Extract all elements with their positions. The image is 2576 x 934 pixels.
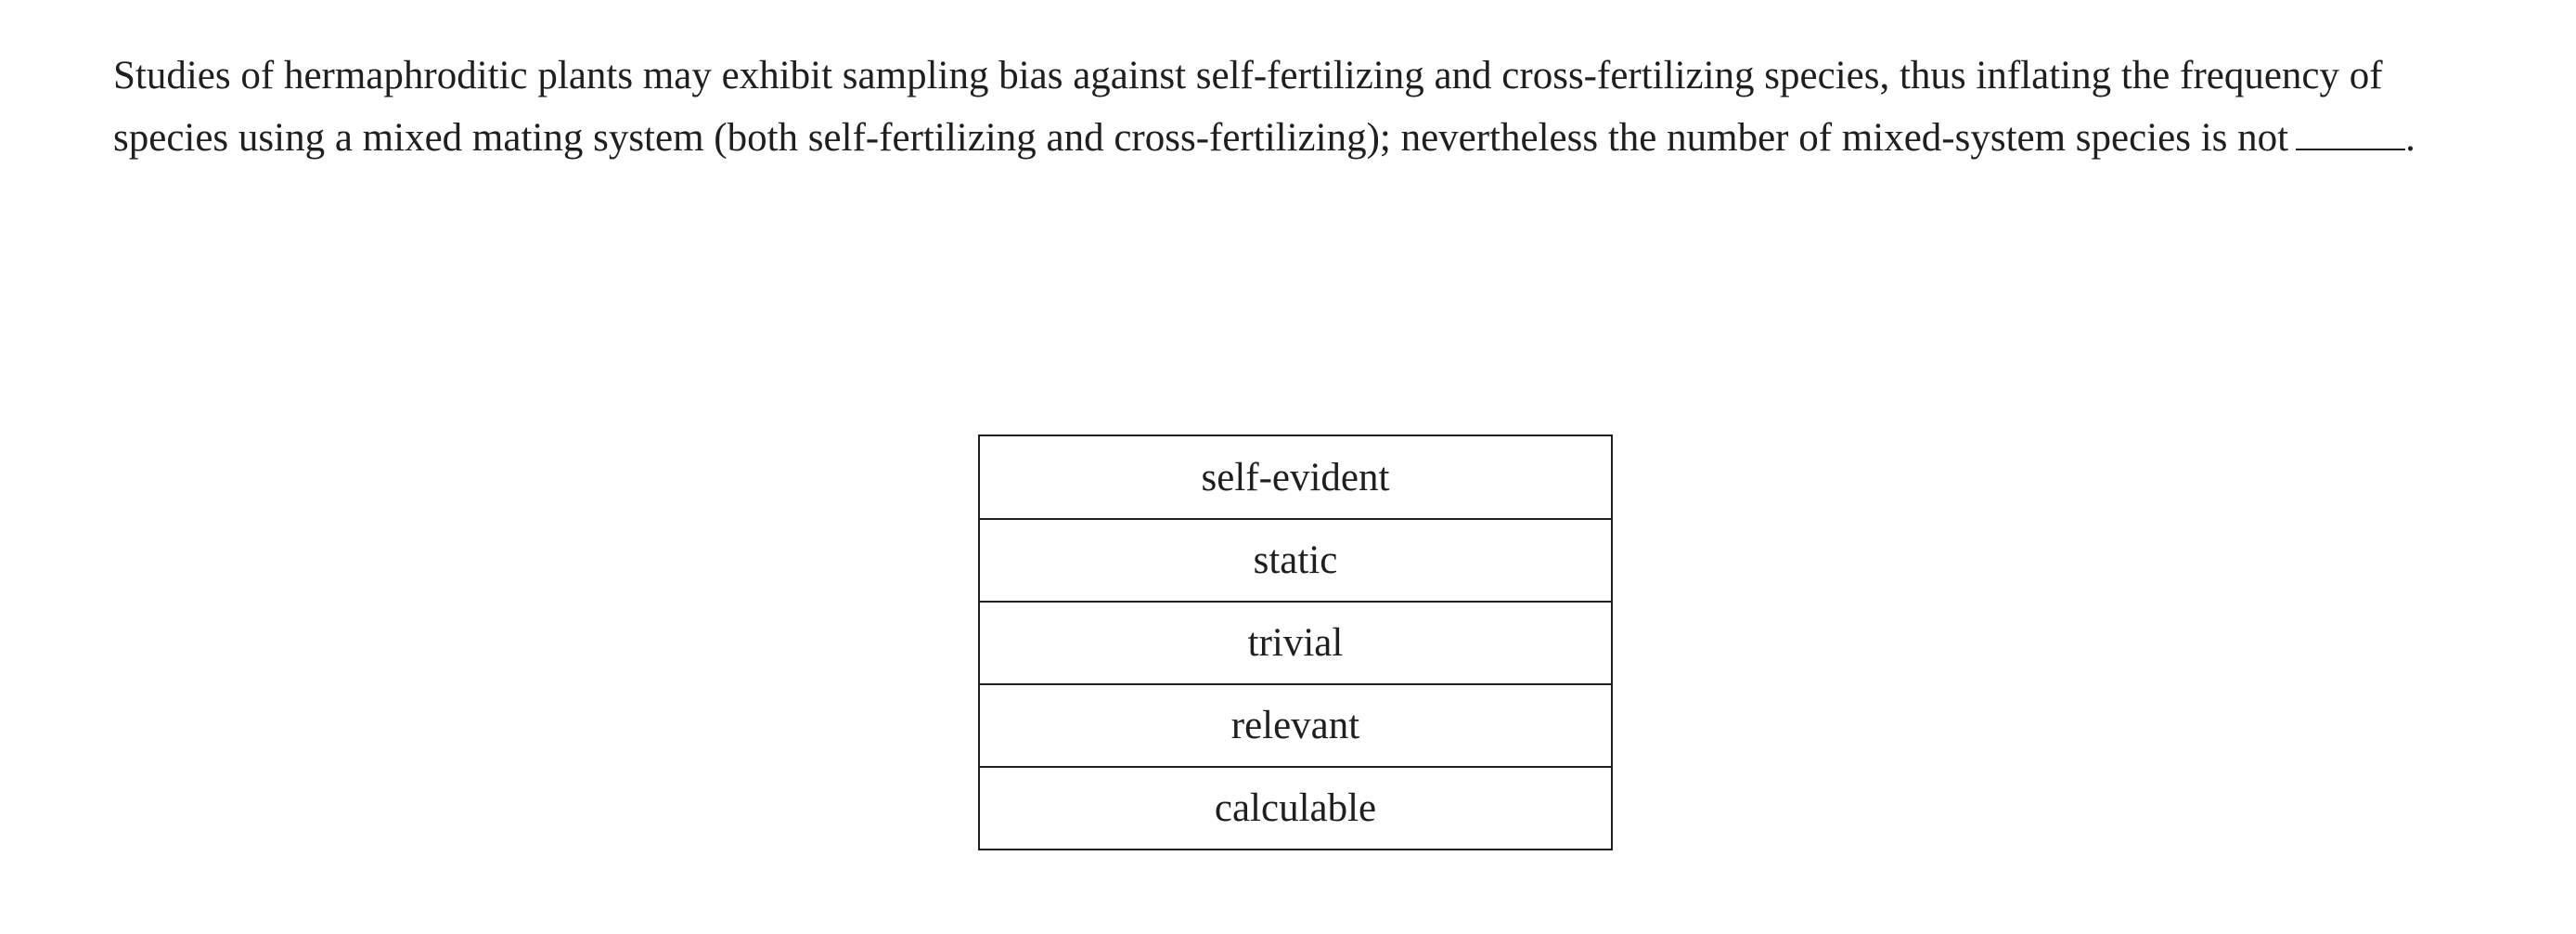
question-text-block [113, 45, 2489, 169]
choice-label: self-evident [1201, 455, 1390, 499]
choice-label: calculable [1214, 786, 1377, 830]
choice-trivial[interactable] [980, 601, 1611, 683]
question-text: Studies of hermaphroditic plants may exhibit sampling bias against self-fertilizing and cross-fertilizing species, thus inflating the frequency of species using a mixed mating system (both self-fertilizing and cross-fertilizing); nevertheless the number of mixed-system species is not [113, 54, 2383, 160]
choice-label: static [1253, 538, 1338, 582]
answer-blank [2296, 111, 2405, 150]
choice-static[interactable] [980, 518, 1611, 601]
question-end-punctuation: . [2405, 116, 2415, 160]
choice-relevant[interactable] [980, 683, 1611, 766]
choice-calculable[interactable] [980, 766, 1611, 849]
choice-label: trivial [1247, 621, 1344, 665]
choice-self-evident[interactable] [980, 436, 1611, 518]
choice-label: relevant [1230, 704, 1360, 747]
answer-choices-table [978, 435, 1613, 850]
